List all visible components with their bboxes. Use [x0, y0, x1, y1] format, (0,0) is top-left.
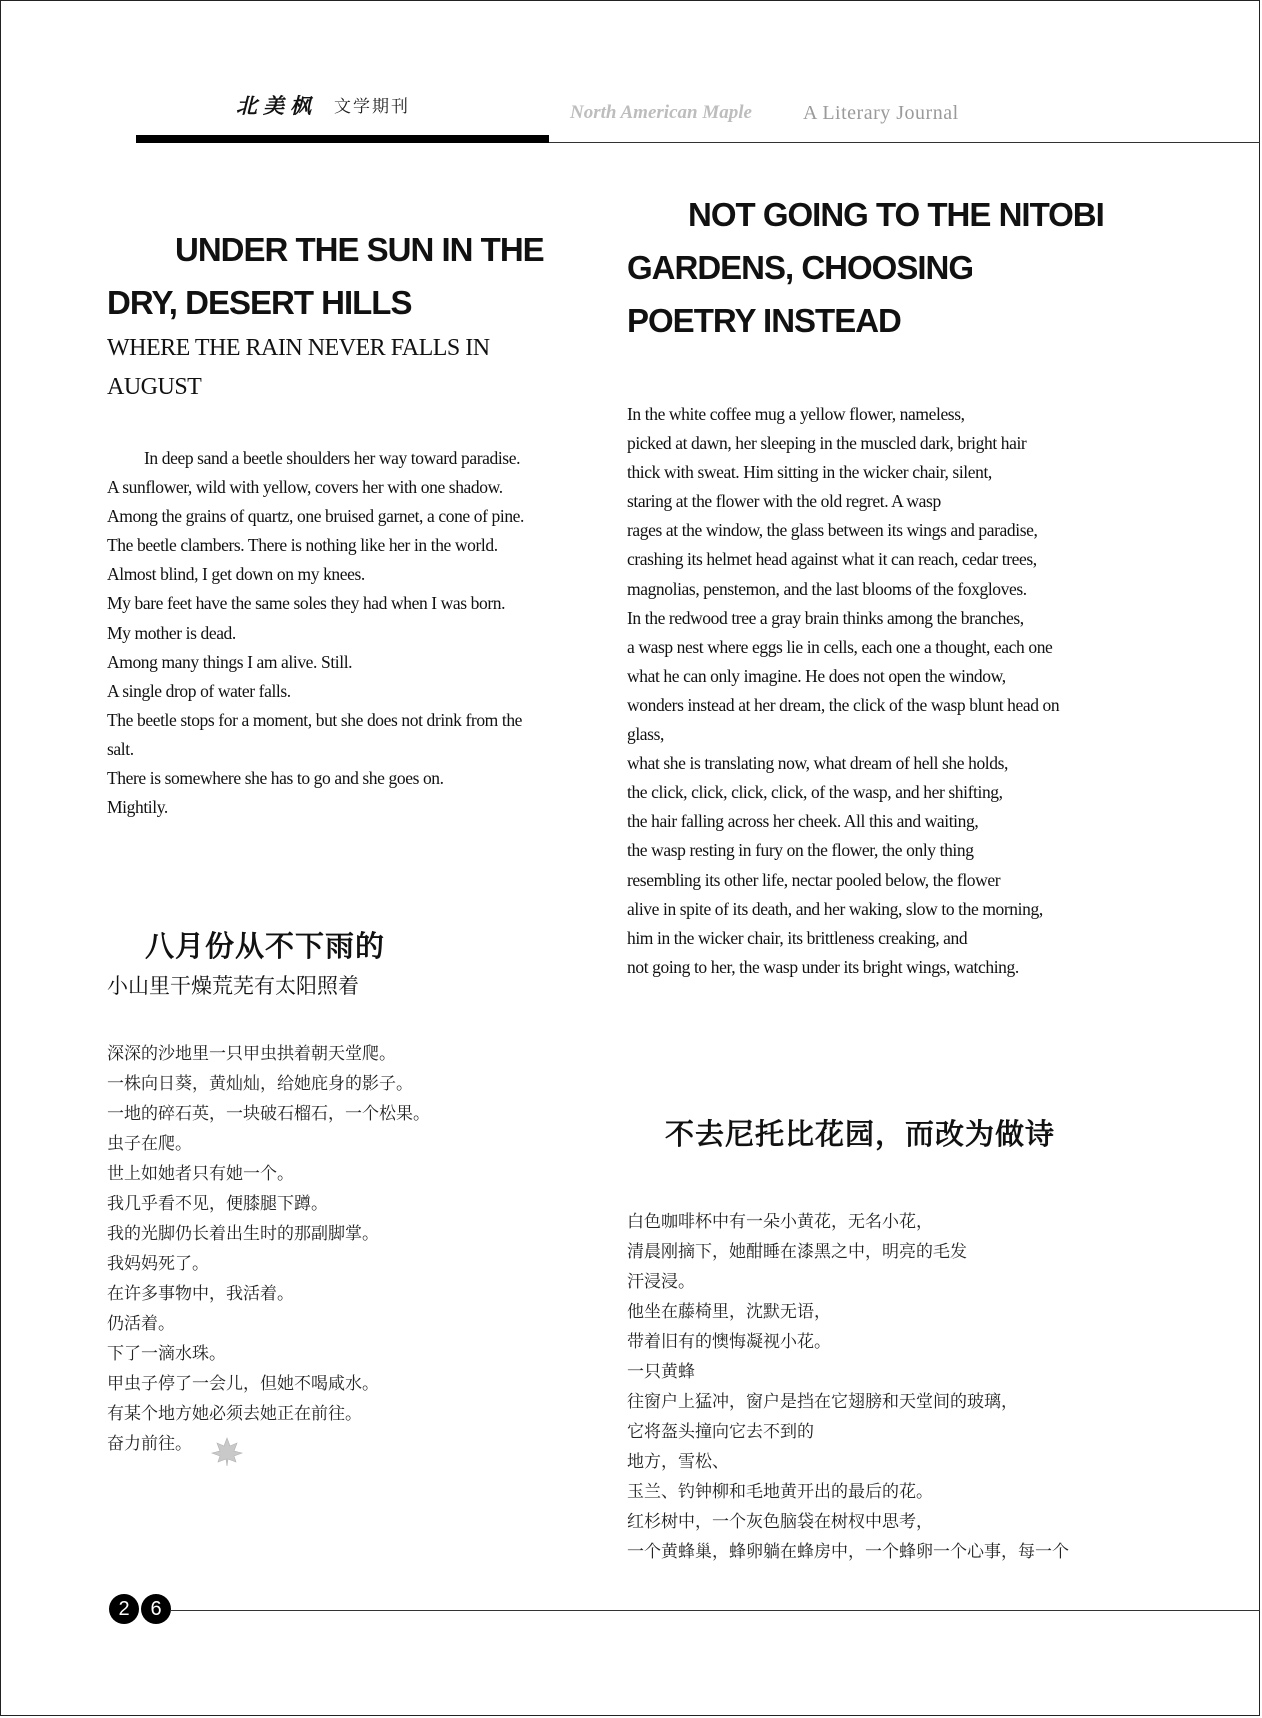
poem2-title-line2: GARDENS, CHOOSING [627, 249, 974, 286]
header-rule-thin [549, 142, 1260, 143]
brand-subtitle: 文学期刊 [334, 97, 410, 117]
footer-rule [170, 1610, 1260, 1611]
poem-line: 我妈妈死了。 [107, 1254, 209, 1274]
poem-line: 下了一滴水珠。 [107, 1344, 226, 1364]
poem1-cn-subtitle: 小山里干燥荒芜有太阳照着 [107, 974, 359, 998]
poem-line: The beetle clambers. There is nothing like her in the world. [107, 535, 498, 556]
poem-line: 清晨刚摘下，她酣睡在漆黑之中，明亮的毛发 [627, 1242, 967, 1262]
poem-line: 我的光脚仍长着出生时的那副脚掌。 [107, 1224, 379, 1244]
poem-line: thick with sweat. Him sitting in the wicker chair, silent, [627, 462, 992, 483]
poem2-cn-title: 不去尼托比花园，而改为做诗 [665, 1117, 1056, 1151]
poem1-cn-title: 八月份从不下雨的 [145, 929, 386, 963]
poem-line: 世上如她者只有她一个。 [107, 1164, 294, 1184]
poem-line: 奋力前往。 [107, 1434, 192, 1454]
poem-line: the wasp resting in fury on the flower, the only thing [627, 840, 974, 861]
poem-line: 仍活着。 [107, 1314, 175, 1334]
poem-line: crashing its helmet head against what it can reach, cedar trees, [627, 549, 1037, 570]
poem-line: Mightily. [107, 797, 168, 818]
poem-line: wonders instead at her dream, the click of the wasp blunt head on [627, 694, 1060, 715]
poem-line: a wasp nest where eggs lie in cells, each one a thought, each one [627, 636, 1053, 657]
poem-line: 他坐在藤椅里，沈默无语， [627, 1302, 831, 1322]
header-rule-thick [136, 135, 549, 143]
poem-line: 甲虫子停了一会儿，但她不喝咸水。 [107, 1374, 379, 1394]
poem-line: 往窗户上猛冲，窗户是挡在它翅膀和天堂间的玻璃， [627, 1392, 1018, 1412]
maple-leaf-icon [210, 1436, 244, 1468]
poem-line: 我几乎看不见，便膝腿下蹲。 [107, 1194, 328, 1214]
poem1-title-line2: DRY, DESERT HILLS [107, 284, 412, 321]
poem-line: 带着旧有的懊悔凝视小花。 [627, 1332, 831, 1352]
poem-line: resembling its other life, nectar pooled below, the flower [627, 869, 1001, 890]
poem-line: A single drop of water falls. [107, 680, 291, 701]
poem-line: 在许多事物中，我活着。 [107, 1284, 294, 1304]
journal-label: A Literary Journal [803, 102, 959, 124]
poem-line: alive in spite of its death, and her waking, slow to the morning, [627, 898, 1043, 919]
page-number-digit: 6 [141, 1594, 171, 1624]
poem-line: 地方，雪松、 [627, 1452, 729, 1472]
poem-line: 深深的沙地里一只甲虫拱着朝天堂爬。 [107, 1044, 396, 1064]
poem-line: Almost blind, I get down on my knees. [107, 564, 365, 585]
poem-line: 汗浸浸。 [627, 1272, 695, 1292]
poem-line: glass, [627, 724, 664, 745]
poem-line: the hair falling across her cheek. All this and waiting, [627, 811, 979, 832]
poem2-body [627, 400, 1059, 982]
poem-line: 玉兰、钓钟柳和毛地黄开出的最后的花。 [627, 1482, 933, 1502]
poem-line: There is somewhere she has to go and she goes on. [107, 768, 444, 789]
poem-line: 一株向日葵，黄灿灿，给她庇身的影子。 [107, 1074, 413, 1094]
poem1-subtitle-line2: AUGUST [107, 374, 202, 400]
poem-line: My bare feet have the same soles they had when I was born. [107, 593, 506, 614]
poem1-cn-body [107, 1039, 430, 1459]
poem-line: the click, click, click, click, of the wasp, and her shifting, [627, 782, 1003, 803]
poem-line: picked at dawn, her sleeping in the muscled dark, bright hair [627, 433, 1027, 454]
poem-line: 有某个地方她必须去她正在前往。 [107, 1404, 362, 1424]
poem2-title-line1: NOT GOING TO THE NITOBI [688, 196, 1104, 233]
poem-line: staring at the flower with the old regret. A wasp [627, 491, 941, 512]
poem2-cn-body [627, 1207, 1069, 1567]
poem-line: 虫子在爬。 [107, 1134, 192, 1154]
poem-line: In the white coffee mug a yellow flower, nameless, [627, 404, 965, 424]
page-number [109, 1594, 171, 1624]
poem-line: 一地的碎石英，一块破石榴石，一个松果。 [107, 1104, 430, 1124]
poem-line: In deep sand a beetle shoulders her way toward paradise. [144, 448, 521, 468]
poem-line: him in the wicker chair, its brittleness creaking, and [627, 927, 968, 948]
poem-line: rages at the window, the glass between its wings and paradise, [627, 520, 1038, 541]
poem-line: what she is translating now, what dream of hell she holds, [627, 753, 1009, 774]
poem-line: 红杉树中，一个灰色脑袋在树杈中思考， [627, 1512, 933, 1532]
poem-line: In the redwood tree a gray brain thinks among the branches, [627, 607, 1024, 628]
poem-line: magnolias, penstemon, and the last blooms of the foxgloves. [627, 578, 1027, 599]
poem-line: 白色咖啡杯中有一朵小黄花，无名小花， [627, 1212, 933, 1232]
poem-line: what he can only imagine. He does not open the window, [627, 665, 1006, 686]
poem-line: 它将盔头撞向它去不到的 [627, 1422, 814, 1442]
poem1-title-line1: UNDER THE SUN IN THE [175, 231, 544, 268]
poem1-body [107, 444, 524, 822]
poem-line: Among the grains of quartz, one bruised garnet, a cone of pine. [107, 506, 525, 527]
poem-line: not going to her, the wasp under its bright wings, watching. [627, 956, 1019, 977]
poem-line: The beetle stops for a moment, but she does not drink from the [107, 709, 523, 730]
brand-chinese: 北美枫 [236, 93, 317, 118]
poem2-title-line3: POETRY INSTEAD [627, 302, 901, 339]
poem1-subtitle-line1: WHERE THE RAIN NEVER FALLS IN [107, 335, 490, 361]
poem-line: A sunflower, wild with yellow, covers her with one shadow. [107, 477, 503, 498]
poem-line: My mother is dead. [107, 622, 236, 643]
poem-line: Among many things I am alive. Still. [107, 651, 353, 672]
poem-line: 一个黄蜂巢，蜂卵躺在蜂房中，一个蜂卵一个心事，每一个 [627, 1542, 1069, 1562]
poem-line: 一只黄蜂 [627, 1362, 695, 1382]
brand-english: North American Maple [570, 102, 752, 123]
poem-line: salt. [107, 738, 134, 759]
page-number-digit: 2 [109, 1594, 139, 1624]
